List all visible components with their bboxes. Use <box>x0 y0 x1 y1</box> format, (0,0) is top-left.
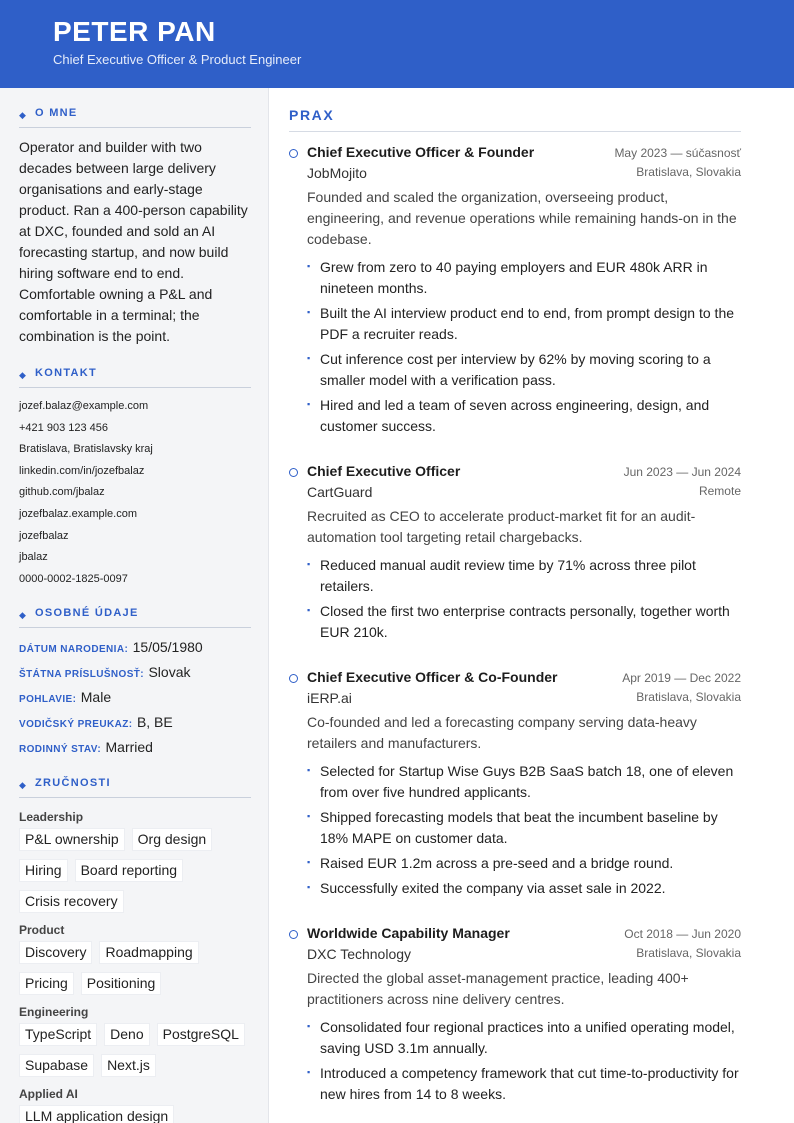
personal-label: VODIČSKÝ PREUKAZ: <box>19 719 133 730</box>
bullet-icon: ▪ <box>307 811 311 821</box>
personal-row <box>19 636 255 661</box>
job-bullet: ▪ Grew from zero to 40 paying employers and EUR 480k ARR in nineteen months. <box>307 259 708 296</box>
contact-handle: jozefbalaz <box>19 529 69 542</box>
job-description: Recruited as CEO to accelerate product-market fit for an audit-automation tool targeting retail chargebacks. <box>307 508 696 545</box>
about-text: Operator and builder with two decades between large delivery organisations and early-stage product. Ran a 400-person capability at DXC, founded and sold an AI forecasting startup, and now build hiring software end to end. Comfortable owning a P&L and comfortable in a terminal; the combination is the point. <box>19 139 248 344</box>
bullet-icon: ▪ <box>307 1067 311 1077</box>
job-description: Founded and scaled the organization, overseeing product, engineering, and revenue operations while remaining hands-on in the codebase. <box>307 189 737 247</box>
experience-section-heading <box>289 107 741 132</box>
skill-chip: Crisis recovery <box>19 890 124 913</box>
skill-chip: Deno <box>104 1023 149 1046</box>
job-location: Bratislava, Slovakia <box>636 690 741 704</box>
skill-chips <box>19 828 259 913</box>
personal-row <box>19 686 255 711</box>
personal-value: B, BE <box>136 714 173 730</box>
job-company: JobMojito <box>307 165 367 181</box>
experience-column <box>269 88 794 1123</box>
personal-heading: OSOBNÉ ÚDAJE <box>35 607 139 619</box>
skill-chip: Hiring <box>19 859 68 882</box>
contact-section-heading <box>19 367 251 388</box>
skill-chip: LLM application design <box>19 1105 174 1123</box>
bullet-icon: ▪ <box>307 765 311 775</box>
job-bullet: ▪ Hired and led a team of seven across engineering, design, and customer success. <box>307 397 710 434</box>
skill-chip: Positioning <box>81 972 162 995</box>
diamond-icon: ◆ <box>19 780 26 790</box>
personal-section-heading <box>19 607 251 628</box>
bullet-icon: ▪ <box>307 399 311 409</box>
experience-heading: PRAX <box>289 107 335 123</box>
bullet-icon: ▪ <box>307 353 311 363</box>
skill-group-label: Applied AI <box>19 1087 78 1101</box>
job-location: Bratislava, Slovakia <box>636 946 741 960</box>
skill-group-label: Leadership <box>19 810 84 824</box>
personal-label: ŠTÁTNA PRÍSLUŠNOSŤ: <box>19 669 145 680</box>
skill-chip: PostgreSQL <box>157 1023 245 1046</box>
job-company: CartGuard <box>307 484 373 500</box>
job-date: May 2023 — súčasnosť <box>614 146 741 160</box>
contact-website[interactable]: jozefbalaz.example.com <box>19 507 138 520</box>
skill-chips <box>19 1105 259 1123</box>
job-location: Remote <box>698 484 741 498</box>
job-location: Bratislava, Slovakia <box>636 165 741 179</box>
contact-linkedin[interactable]: linkedin.com/in/jozefbalaz <box>19 464 145 477</box>
skill-chip: Roadmapping <box>99 941 198 964</box>
skill-chip: Board reporting <box>75 859 184 882</box>
job-bullets <box>307 555 741 647</box>
job-bullets <box>307 257 741 441</box>
person-role: Chief Executive Officer & Product Engineer <box>53 52 302 67</box>
skill-chip: Pricing <box>19 972 74 995</box>
about-heading: O MNE <box>35 107 78 119</box>
job-bullet: ▪ Reduced manual audit review time by 71% across three pilot retailers. <box>307 557 696 594</box>
bullet-icon: ▪ <box>307 605 311 615</box>
personal-value: Slovak <box>148 664 191 680</box>
contact-github[interactable]: github.com/jbalaz <box>19 486 105 499</box>
skills-list <box>19 808 259 1123</box>
personal-value: Male <box>80 689 112 705</box>
skill-chips <box>19 1023 259 1077</box>
job-bullet: ▪ Closed the first two enterprise contracts personally, together worth EUR 210k. <box>307 603 730 640</box>
skill-group-label: Product <box>19 923 65 937</box>
job-company: iERP.ai <box>307 690 352 706</box>
job-bullet: ▪ Shipped forecasting models that beat the incumbent baseline by 18% MAPE on customer data. <box>307 809 718 846</box>
job-description: Co-founded and led a forecasting company serving data-heavy retailers and manufacturers. <box>307 714 697 751</box>
skills-heading: ZRUČNOSTI <box>35 777 111 789</box>
job-bullet: ▪ Selected for Startup Wise Guys B2B SaaS batch 18, one of eleven from over five hundred applicants. <box>307 763 734 800</box>
contact-username: jbalaz <box>19 551 48 564</box>
timeline-dot-icon <box>289 930 298 939</box>
job-title: Chief Executive Officer <box>307 463 461 479</box>
job-date: Apr 2019 — Dec 2022 <box>622 671 741 685</box>
personal-value: 15/05/1980 <box>132 639 203 655</box>
bullet-icon: ▪ <box>307 857 311 867</box>
skill-chip: P&L ownership <box>19 828 125 851</box>
about-section-heading <box>19 107 251 128</box>
bullet-icon: ▪ <box>307 261 311 271</box>
job-bullet: ▪ Consolidated four regional practices into a unified operating model, saving USD 3.1m annually. <box>307 1019 735 1056</box>
job-bullet: ▪ Cut inference cost per interview by 62% by moving scoring to a smaller model with a verification pass. <box>307 351 711 388</box>
contact-email[interactable]: jozef.balaz@example.com <box>19 400 149 412</box>
personal-label: DÁTUM NARODENIA: <box>19 644 129 655</box>
skills-section-heading <box>19 777 251 798</box>
job-bullets <box>307 1017 741 1109</box>
personal-label: RODINNÝ STAV: <box>19 744 102 755</box>
job-date: Oct 2018 — Jun 2020 <box>624 927 741 941</box>
resume-header <box>0 0 794 88</box>
job-bullets <box>307 761 741 903</box>
contact-list <box>19 396 255 590</box>
diamond-icon: ◆ <box>19 370 26 380</box>
timeline-dot-icon <box>289 149 298 158</box>
personal-value: Married <box>105 739 153 755</box>
job-bullet: ▪ Introduced a competency framework that cut time-to-productivity for new hires from 14 to 8 weeks. <box>307 1065 739 1102</box>
job-title: Chief Executive Officer & Founder <box>307 144 535 160</box>
contact-address: Bratislava, Bratislavsky kraj <box>19 443 153 456</box>
personal-label: POHLAVIE: <box>19 694 77 705</box>
personal-details <box>19 636 255 761</box>
skill-chip: Org design <box>132 828 212 851</box>
personal-row <box>19 661 255 686</box>
diamond-icon: ◆ <box>19 610 26 620</box>
job-title: Chief Executive Officer & Co-Founder <box>307 669 558 685</box>
skill-chip: Next.js <box>101 1054 156 1077</box>
timeline-dot-icon <box>289 674 298 683</box>
job-bullet: ▪ Successfully exited the company via asset sale in 2022. <box>307 880 666 896</box>
skill-group-label: Engineering <box>19 1005 89 1019</box>
bullet-icon: ▪ <box>307 307 311 317</box>
personal-row <box>19 711 255 736</box>
contact-phone[interactable]: +421 903 123 456 <box>19 421 109 434</box>
bullet-icon: ▪ <box>307 559 311 569</box>
job-title: Worldwide Capability Manager <box>307 925 510 941</box>
job-date: Jun 2023 — Jun 2024 <box>623 465 741 479</box>
job-bullet: ▪ Raised EUR 1.2m across a pre-seed and a bridge round. <box>307 855 674 871</box>
bullet-icon: ▪ <box>307 882 311 892</box>
contact-heading: KONTAKT <box>35 367 98 379</box>
personal-row <box>19 736 255 761</box>
skill-chip: Discovery <box>19 941 92 964</box>
skill-chips <box>19 941 259 995</box>
skill-chip: Supabase <box>19 1054 94 1077</box>
job-company: DXC Technology <box>307 946 412 962</box>
person-name: PETER PAN <box>53 16 216 47</box>
bullet-icon: ▪ <box>307 1021 311 1031</box>
diamond-icon: ◆ <box>19 110 26 120</box>
contact-orcid[interactable]: 0000-0002-1825-0097 <box>19 572 128 585</box>
skill-chip: TypeScript <box>19 1023 97 1046</box>
timeline-dot-icon <box>289 468 298 477</box>
job-bullet: ▪ Built the AI interview product end to end, from prompt design to the PDF a recruiter reads. <box>307 305 735 342</box>
job-description: Directed the global asset-management practice, leading 400+ practitioners across nine delivery centres. <box>307 970 689 1007</box>
